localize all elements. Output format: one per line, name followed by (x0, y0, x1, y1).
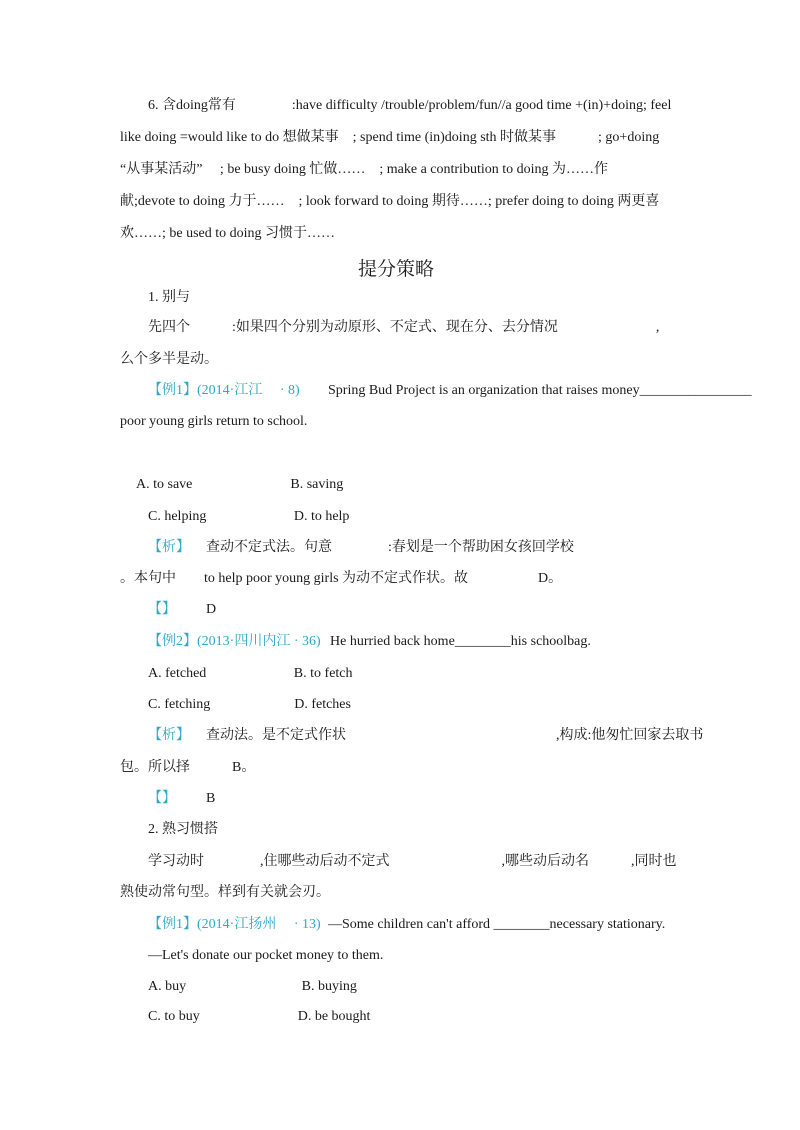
text-line: 6. 含doing常有 :have difficulty /trouble/problem/fun//a good time +(in)+doing; feel (148, 98, 672, 113)
text-line: 熟使动常句型。样到有关就会刃。 (120, 885, 330, 900)
example-tag: 【例2】(2013·四川内江 · 36) (148, 634, 321, 649)
text-line: 欢……; be used to doing 习惯于…… (120, 226, 336, 241)
option-line: A. buy B. buying (148, 979, 357, 994)
answer-tag: 【】 (148, 791, 176, 806)
option-line: C. helping D. to help (148, 509, 350, 524)
answer-value: B (206, 791, 216, 806)
text-line: Spring Bud Project is an organization that raises money________________ (328, 383, 752, 398)
text-line: He hurried back home________his schoolbag. (330, 634, 591, 649)
analysis-tag: 【析】 (148, 728, 190, 743)
text-line: 查动不定式法。句意 :春划是一个帮助困女孩回学校 (206, 540, 574, 555)
text-line: like doing =would like to do 想做某事 ; spend time (in)doing sth 时做某事 ; go+doing (120, 130, 660, 145)
text-line: 么个多半是动。 (120, 352, 218, 367)
text-line: 查动法。是不定式作状 ,构成:他匆忙回家去取书 (206, 728, 704, 743)
text-line: —Let's donate our pocket money to them. (148, 948, 384, 963)
text-line: 2. 熟习惯搭 (148, 822, 218, 837)
option-line: C. to buy D. be bought (148, 1009, 371, 1024)
option-line: C. fetching D. fetches (148, 697, 351, 712)
answer-tag: 【】 (148, 602, 176, 617)
text-line: 1. 别与 (148, 290, 190, 305)
example-tag: 【例1】(2014·江扬州 · 13) (148, 917, 321, 932)
option-line: A. fetched B. to fetch (148, 666, 353, 681)
text-line: “从事某活动” ; be busy doing 忙做…… ; make a contribution to doing 为……作 (120, 162, 609, 177)
answer-value: D (206, 602, 217, 617)
example-tag: 【例1】(2014·江江 · 8) (148, 383, 300, 398)
text-line: 包。所以择 B。 (120, 760, 256, 775)
text-line: 先四个 :如果四个分别为动原形、不定式、现在分、去分情况 , (148, 320, 660, 335)
text-line: 献;devote to doing 力于…… ; look forward to doing 期待……; prefer doing to doing 两更喜 (120, 194, 660, 209)
text-line: 学习动时 ,住哪些动后动不定式 ,哪些动后动名 ,同时也 (148, 854, 677, 869)
analysis-tag: 【析】 (148, 540, 190, 555)
option-line: A. to save B. saving (136, 477, 344, 492)
text-line: poor young girls return to school. (120, 414, 308, 429)
section-title: 提分策略 (358, 258, 435, 280)
text-line: 。本句中 to help poor young girls 为动不定式作状。故 D。 (120, 571, 563, 586)
text-line: —Some children can't afford ________necessary stationary. (328, 917, 666, 932)
